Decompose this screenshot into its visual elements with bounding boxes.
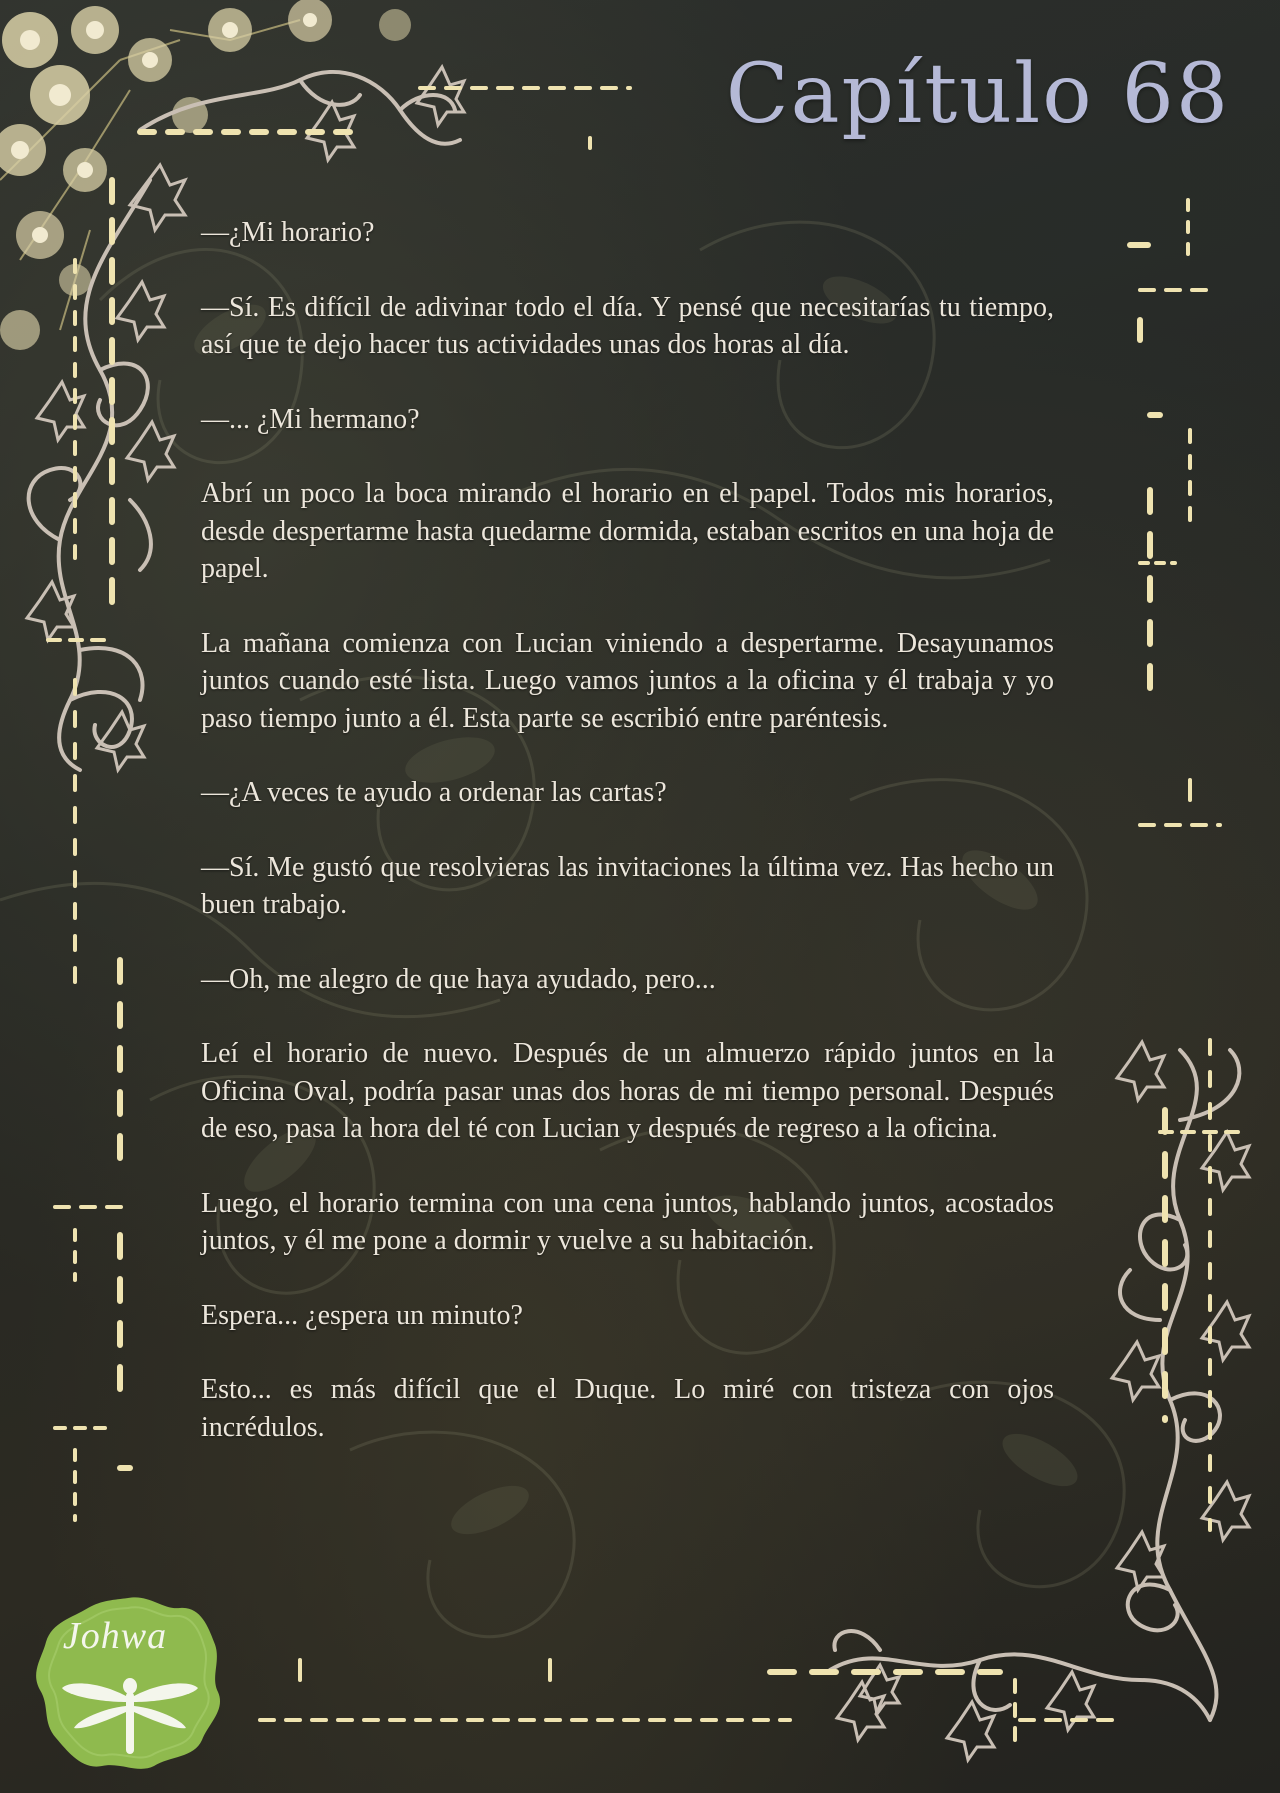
paragraph: —¿Mi horario? [201, 217, 375, 248]
paragraph: —Oh, me alegro de que haya ayudado, pero... [201, 963, 716, 995]
paragraph: Esto... es más difícil que el Duque. Lo miré con tristeza con ojos incrédulos. [201, 1374, 1054, 1443]
paragraph: —Sí. Me gustó que resolvieras las invitaciones la última vez. Has hecho un buen trabajo. [201, 851, 1054, 920]
paragraph: —... ¿Mi hermano? [201, 403, 420, 435]
chapter-title: Capítulo 68 [725, 47, 1230, 142]
paragraph: Leí el horario de nuevo. Después de un almuerzo rápido juntos en la Oficina Oval, podría pasar unas dos horas de mi tiempo personal. Después de eso, pasa la hora del té con Lucian y después de regreso a la oficina. [201, 1038, 1054, 1144]
johwa-logo [30, 1592, 226, 1772]
paragraph: Luego, el horario termina con una cena juntos, hablando juntos, acostados juntos, y él me pone a dormir y vuelve a su habitación. [201, 1187, 1054, 1256]
logo-text: Johwa [62, 1615, 168, 1657]
paragraph: —¿A veces te ayudo a ordenar las cartas? [201, 777, 667, 808]
chapter-body [201, 214, 1054, 1483]
paragraph: La mañana comienza con Lucian viniendo a despertarme. Desayunamos juntos cuando esté lista. Luego vamos juntos a la oficina y él trabaja y yo paso tiempo junto a él. Esta parte se escribió entre paréntesis. [201, 627, 1054, 734]
dragonfly-icon [60, 1664, 200, 1764]
paragraph: Espera... ¿espera un minuto? [201, 1299, 523, 1331]
paragraph: —Sí. Es difícil de adivinar todo el día. Y pensé que necesitarías tu tiempo, así que te dejo hacer tus actividades unas dos horas al día. [201, 291, 1054, 360]
paragraph: Abrí un poco la boca mirando el horario en el papel. Todos mis horarios, desde despertarme hasta quedarme dormida, estaban escritos en una hoja de papel. [201, 478, 1054, 584]
